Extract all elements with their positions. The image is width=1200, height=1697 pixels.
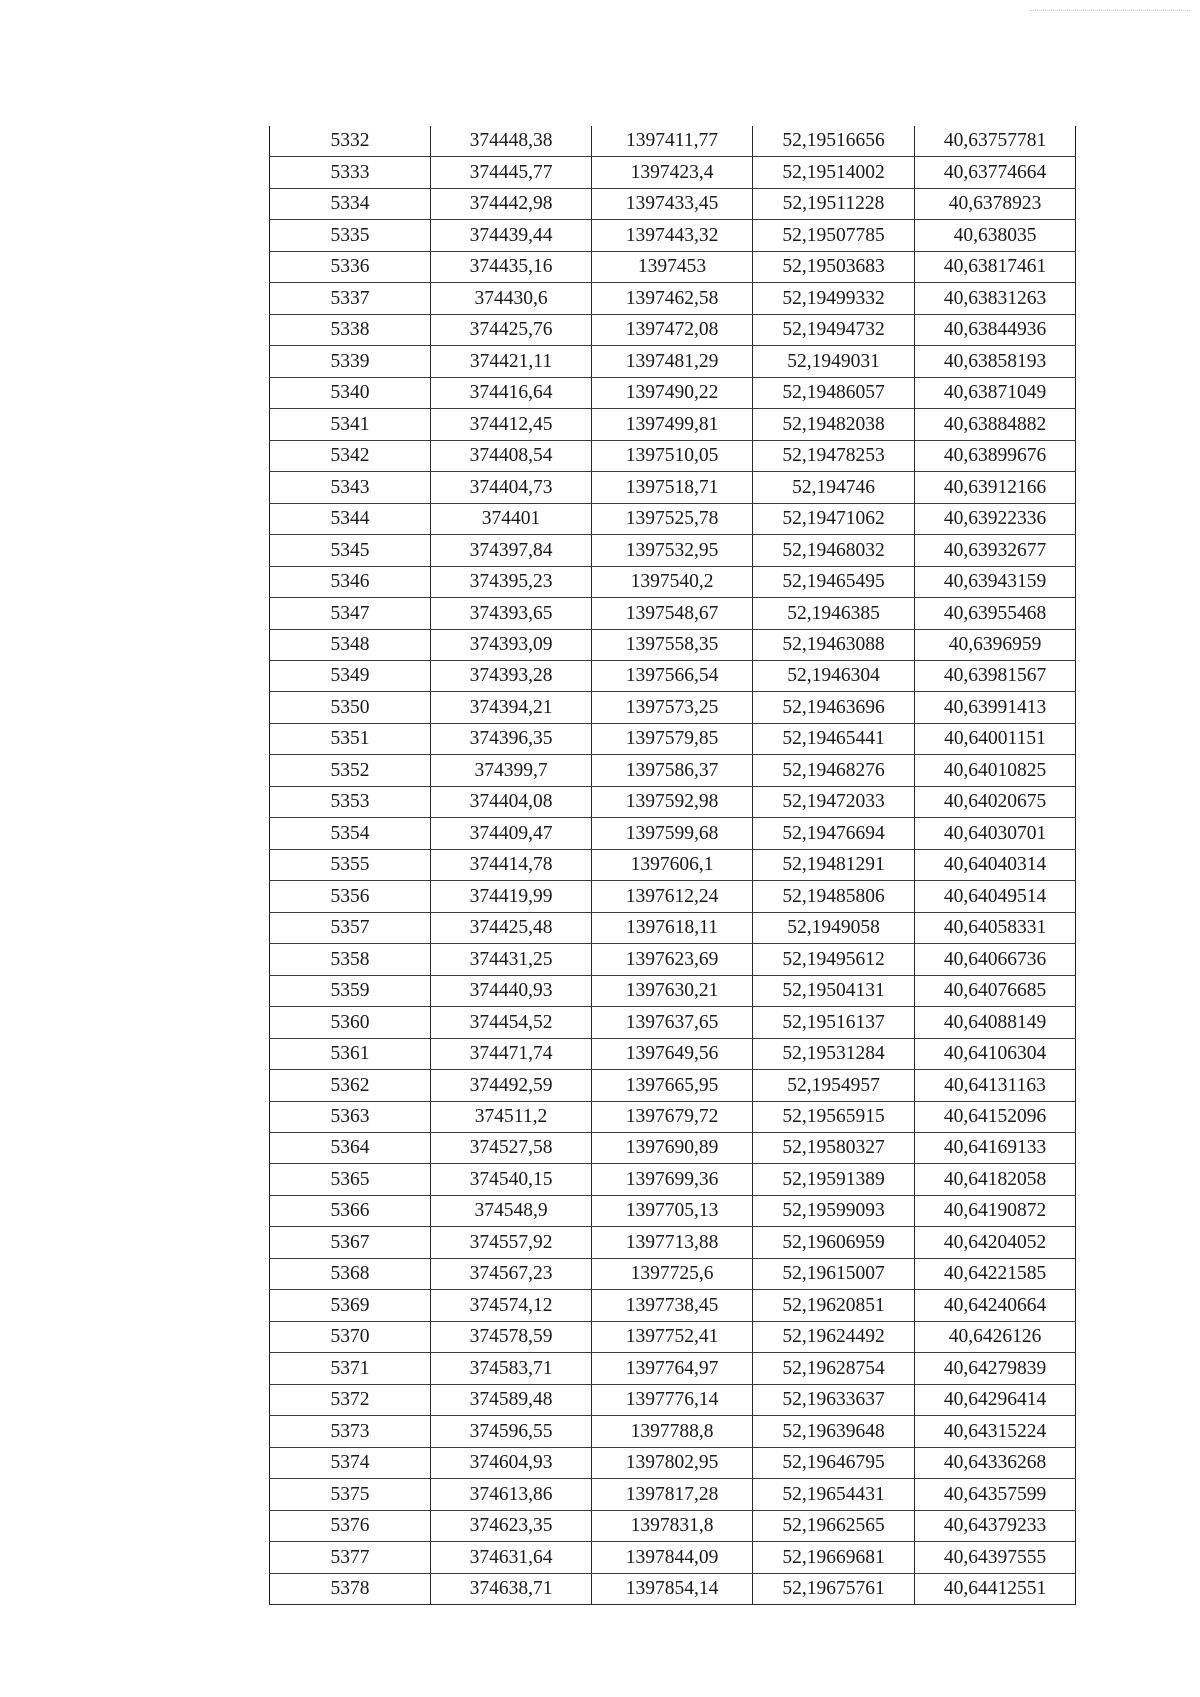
latitude-cell: 52,19615007 [753, 1258, 915, 1289]
table-row [270, 1038, 1076, 1069]
x-coordinate-cell: 374416,64 [431, 377, 592, 408]
table-row [270, 1479, 1076, 1510]
table-row [270, 188, 1076, 219]
x-coordinate-cell: 374414,78 [431, 849, 592, 880]
y-coordinate-cell: 1397802,95 [592, 1447, 753, 1478]
point-number-cell: 5337 [270, 283, 431, 314]
latitude-cell: 52,19471062 [753, 503, 915, 534]
latitude-cell: 52,19495612 [753, 944, 915, 975]
x-coordinate-cell: 374425,48 [431, 912, 592, 943]
y-coordinate-cell: 1397443,32 [592, 220, 753, 251]
point-number-cell: 5365 [270, 1164, 431, 1195]
x-coordinate-cell: 374596,55 [431, 1416, 592, 1447]
x-coordinate-cell: 374557,92 [431, 1227, 592, 1258]
table-row [270, 503, 1076, 534]
latitude-cell: 52,19482038 [753, 409, 915, 440]
x-coordinate-cell: 374574,12 [431, 1290, 592, 1321]
y-coordinate-cell: 1397586,37 [592, 755, 753, 786]
longitude-cell: 40,63932677 [915, 535, 1076, 566]
point-number-cell: 5371 [270, 1353, 431, 1384]
x-coordinate-cell: 374578,59 [431, 1321, 592, 1352]
latitude-cell: 52,19516137 [753, 1007, 915, 1038]
x-coordinate-cell: 374404,08 [431, 786, 592, 817]
point-number-cell: 5378 [270, 1573, 431, 1604]
table-row [270, 1227, 1076, 1258]
table-row [270, 723, 1076, 754]
longitude-cell: 40,64076685 [915, 975, 1076, 1006]
y-coordinate-cell: 1397665,95 [592, 1070, 753, 1101]
point-number-cell: 5340 [270, 377, 431, 408]
y-coordinate-cell: 1397831,8 [592, 1510, 753, 1541]
x-coordinate-cell: 374395,23 [431, 566, 592, 597]
latitude-cell: 52,19486057 [753, 377, 915, 408]
y-coordinate-cell: 1397844,09 [592, 1542, 753, 1573]
latitude-cell: 52,1949058 [753, 912, 915, 943]
y-coordinate-cell: 1397510,05 [592, 440, 753, 471]
coordinates-table-body [270, 126, 1076, 1605]
point-number-cell: 5369 [270, 1290, 431, 1321]
longitude-cell: 40,64066736 [915, 944, 1076, 975]
y-coordinate-cell: 1397423,4 [592, 157, 753, 188]
table-row [270, 220, 1076, 251]
table-row [270, 1007, 1076, 1038]
table-row [270, 1258, 1076, 1289]
x-coordinate-cell: 374454,52 [431, 1007, 592, 1038]
point-number-cell: 5352 [270, 755, 431, 786]
table-row [270, 692, 1076, 723]
latitude-cell: 52,19646795 [753, 1447, 915, 1478]
point-number-cell: 5341 [270, 409, 431, 440]
longitude-cell: 40,63899676 [915, 440, 1076, 471]
longitude-cell: 40,6426126 [915, 1321, 1076, 1352]
table-row [270, 944, 1076, 975]
y-coordinate-cell: 1397599,68 [592, 818, 753, 849]
table-row [270, 440, 1076, 471]
latitude-cell: 52,19499332 [753, 283, 915, 314]
x-coordinate-cell: 374492,59 [431, 1070, 592, 1101]
latitude-cell: 52,19463088 [753, 629, 915, 660]
point-number-cell: 5348 [270, 629, 431, 660]
longitude-cell: 40,64279839 [915, 1353, 1076, 1384]
latitude-cell: 52,19503683 [753, 251, 915, 282]
table-row [270, 660, 1076, 691]
point-number-cell: 5356 [270, 881, 431, 912]
latitude-cell: 52,19599093 [753, 1195, 915, 1226]
latitude-cell: 52,19468032 [753, 535, 915, 566]
point-number-cell: 5344 [270, 503, 431, 534]
point-number-cell: 5347 [270, 598, 431, 629]
point-number-cell: 5377 [270, 1542, 431, 1573]
longitude-cell: 40,64240664 [915, 1290, 1076, 1321]
longitude-cell: 40,64182058 [915, 1164, 1076, 1195]
longitude-cell: 40,63774664 [915, 157, 1076, 188]
x-coordinate-cell: 374631,64 [431, 1542, 592, 1573]
latitude-cell: 52,19476694 [753, 818, 915, 849]
table-row [270, 1416, 1076, 1447]
latitude-cell: 52,19662565 [753, 1510, 915, 1541]
latitude-cell: 52,19675761 [753, 1573, 915, 1604]
latitude-cell: 52,19465495 [753, 566, 915, 597]
latitude-cell: 52,19472033 [753, 786, 915, 817]
latitude-cell: 52,1946385 [753, 598, 915, 629]
x-coordinate-cell: 374604,93 [431, 1447, 592, 1478]
table-row [270, 377, 1076, 408]
x-coordinate-cell: 374527,58 [431, 1133, 592, 1164]
table-row [270, 1070, 1076, 1101]
latitude-cell: 52,19514002 [753, 157, 915, 188]
x-coordinate-cell: 374583,71 [431, 1353, 592, 1384]
latitude-cell: 52,19531284 [753, 1038, 915, 1069]
y-coordinate-cell: 1397612,24 [592, 881, 753, 912]
x-coordinate-cell: 374397,84 [431, 535, 592, 566]
point-number-cell: 5338 [270, 314, 431, 345]
longitude-cell: 40,64379233 [915, 1510, 1076, 1541]
x-coordinate-cell: 374401 [431, 503, 592, 534]
y-coordinate-cell: 1397606,1 [592, 849, 753, 880]
point-number-cell: 5360 [270, 1007, 431, 1038]
longitude-cell: 40,64049514 [915, 881, 1076, 912]
point-number-cell: 5367 [270, 1227, 431, 1258]
table-row [270, 472, 1076, 503]
table-row [270, 1133, 1076, 1164]
latitude-cell: 52,1954957 [753, 1070, 915, 1101]
longitude-cell: 40,64088149 [915, 1007, 1076, 1038]
y-coordinate-cell: 1397573,25 [592, 692, 753, 723]
point-number-cell: 5332 [270, 126, 431, 157]
latitude-cell: 52,19468276 [753, 755, 915, 786]
longitude-cell: 40,64315224 [915, 1416, 1076, 1447]
longitude-cell: 40,64190872 [915, 1195, 1076, 1226]
y-coordinate-cell: 1397713,88 [592, 1227, 753, 1258]
point-number-cell: 5359 [270, 975, 431, 1006]
latitude-cell: 52,19633637 [753, 1384, 915, 1415]
latitude-cell: 52,19639648 [753, 1416, 915, 1447]
y-coordinate-cell: 1397472,08 [592, 314, 753, 345]
y-coordinate-cell: 1397490,22 [592, 377, 753, 408]
longitude-cell: 40,64010825 [915, 755, 1076, 786]
longitude-cell: 40,63831263 [915, 283, 1076, 314]
x-coordinate-cell: 374431,25 [431, 944, 592, 975]
y-coordinate-cell: 1397623,69 [592, 944, 753, 975]
y-coordinate-cell: 1397566,54 [592, 660, 753, 691]
y-coordinate-cell: 1397752,41 [592, 1321, 753, 1352]
longitude-cell: 40,64296414 [915, 1384, 1076, 1415]
x-coordinate-cell: 374439,44 [431, 220, 592, 251]
latitude-cell: 52,19516656 [753, 126, 915, 157]
longitude-cell: 40,6378923 [915, 188, 1076, 219]
y-coordinate-cell: 1397817,28 [592, 1479, 753, 1510]
x-coordinate-cell: 374540,15 [431, 1164, 592, 1195]
x-coordinate-cell: 374442,98 [431, 188, 592, 219]
table-row [270, 786, 1076, 817]
y-coordinate-cell: 1397411,77 [592, 126, 753, 157]
latitude-cell: 52,19620851 [753, 1290, 915, 1321]
y-coordinate-cell: 1397579,85 [592, 723, 753, 754]
point-number-cell: 5372 [270, 1384, 431, 1415]
point-number-cell: 5353 [270, 786, 431, 817]
point-number-cell: 5349 [270, 660, 431, 691]
x-coordinate-cell: 374393,65 [431, 598, 592, 629]
table-row [270, 1164, 1076, 1195]
latitude-cell: 52,19669681 [753, 1542, 915, 1573]
table-row [270, 126, 1076, 157]
point-number-cell: 5343 [270, 472, 431, 503]
longitude-cell: 40,64221585 [915, 1258, 1076, 1289]
x-coordinate-cell: 374425,76 [431, 314, 592, 345]
x-coordinate-cell: 374396,35 [431, 723, 592, 754]
longitude-cell: 40,638035 [915, 220, 1076, 251]
y-coordinate-cell: 1397690,89 [592, 1133, 753, 1164]
table-row [270, 1384, 1076, 1415]
point-number-cell: 5350 [270, 692, 431, 723]
y-coordinate-cell: 1397699,36 [592, 1164, 753, 1195]
y-coordinate-cell: 1397525,78 [592, 503, 753, 534]
point-number-cell: 5339 [270, 346, 431, 377]
table-row [270, 566, 1076, 597]
x-coordinate-cell: 374394,21 [431, 692, 592, 723]
y-coordinate-cell: 1397618,11 [592, 912, 753, 943]
table-row [270, 283, 1076, 314]
table-row [270, 598, 1076, 629]
x-coordinate-cell: 374404,73 [431, 472, 592, 503]
y-coordinate-cell: 1397532,95 [592, 535, 753, 566]
point-number-cell: 5336 [270, 251, 431, 282]
y-coordinate-cell: 1397558,35 [592, 629, 753, 660]
coordinates-table [269, 126, 1076, 1605]
point-number-cell: 5346 [270, 566, 431, 597]
table-row [270, 346, 1076, 377]
x-coordinate-cell: 374430,6 [431, 283, 592, 314]
point-number-cell: 5354 [270, 818, 431, 849]
x-coordinate-cell: 374445,77 [431, 157, 592, 188]
x-coordinate-cell: 374638,71 [431, 1573, 592, 1604]
longitude-cell: 40,64412551 [915, 1573, 1076, 1604]
table-row [270, 1101, 1076, 1132]
y-coordinate-cell: 1397481,29 [592, 346, 753, 377]
longitude-cell: 40,64357599 [915, 1479, 1076, 1510]
x-coordinate-cell: 374412,45 [431, 409, 592, 440]
table-row [270, 535, 1076, 566]
longitude-cell: 40,6396959 [915, 629, 1076, 660]
point-number-cell: 5366 [270, 1195, 431, 1226]
x-coordinate-cell: 374511,2 [431, 1101, 592, 1132]
longitude-cell: 40,63884882 [915, 409, 1076, 440]
point-number-cell: 5370 [270, 1321, 431, 1352]
latitude-cell: 52,19628754 [753, 1353, 915, 1384]
y-coordinate-cell: 1397705,13 [592, 1195, 753, 1226]
point-number-cell: 5373 [270, 1416, 431, 1447]
table-row [270, 818, 1076, 849]
longitude-cell: 40,64204052 [915, 1227, 1076, 1258]
point-number-cell: 5358 [270, 944, 431, 975]
y-coordinate-cell: 1397637,65 [592, 1007, 753, 1038]
y-coordinate-cell: 1397649,56 [592, 1038, 753, 1069]
longitude-cell: 40,64106304 [915, 1038, 1076, 1069]
longitude-cell: 40,64001151 [915, 723, 1076, 754]
latitude-cell: 52,19485806 [753, 881, 915, 912]
latitude-cell: 52,19591389 [753, 1164, 915, 1195]
y-coordinate-cell: 1397776,14 [592, 1384, 753, 1415]
x-coordinate-cell: 374589,48 [431, 1384, 592, 1415]
latitude-cell: 52,1946304 [753, 660, 915, 691]
y-coordinate-cell: 1397518,71 [592, 472, 753, 503]
x-coordinate-cell: 374421,11 [431, 346, 592, 377]
table-row [270, 157, 1076, 188]
y-coordinate-cell: 1397548,67 [592, 598, 753, 629]
table-row [270, 1290, 1076, 1321]
x-coordinate-cell: 374409,47 [431, 818, 592, 849]
table-row [270, 1353, 1076, 1384]
latitude-cell: 52,19463696 [753, 692, 915, 723]
longitude-cell: 40,63991413 [915, 692, 1076, 723]
y-coordinate-cell: 1397462,58 [592, 283, 753, 314]
longitude-cell: 40,63871049 [915, 377, 1076, 408]
y-coordinate-cell: 1397854,14 [592, 1573, 753, 1604]
table-row [270, 1510, 1076, 1541]
table-row [270, 409, 1076, 440]
point-number-cell: 5342 [270, 440, 431, 471]
scan-edge-mark [1030, 10, 1190, 13]
longitude-cell: 40,64020675 [915, 786, 1076, 817]
y-coordinate-cell: 1397540,2 [592, 566, 753, 597]
x-coordinate-cell: 374471,74 [431, 1038, 592, 1069]
point-number-cell: 5335 [270, 220, 431, 251]
y-coordinate-cell: 1397764,97 [592, 1353, 753, 1384]
longitude-cell: 40,63858193 [915, 346, 1076, 377]
point-number-cell: 5355 [270, 849, 431, 880]
point-number-cell: 5357 [270, 912, 431, 943]
latitude-cell: 52,19465441 [753, 723, 915, 754]
table-row [270, 975, 1076, 1006]
longitude-cell: 40,64169133 [915, 1133, 1076, 1164]
y-coordinate-cell: 1397453 [592, 251, 753, 282]
longitude-cell: 40,64397555 [915, 1542, 1076, 1573]
point-number-cell: 5333 [270, 157, 431, 188]
y-coordinate-cell: 1397630,21 [592, 975, 753, 1006]
latitude-cell: 52,19481291 [753, 849, 915, 880]
longitude-cell: 40,63757781 [915, 126, 1076, 157]
point-number-cell: 5368 [270, 1258, 431, 1289]
y-coordinate-cell: 1397738,45 [592, 1290, 753, 1321]
point-number-cell: 5362 [270, 1070, 431, 1101]
point-number-cell: 5345 [270, 535, 431, 566]
table-row [270, 251, 1076, 282]
longitude-cell: 40,64040314 [915, 849, 1076, 880]
x-coordinate-cell: 374613,86 [431, 1479, 592, 1510]
longitude-cell: 40,63912166 [915, 472, 1076, 503]
y-coordinate-cell: 1397433,45 [592, 188, 753, 219]
point-number-cell: 5334 [270, 188, 431, 219]
y-coordinate-cell: 1397725,6 [592, 1258, 753, 1289]
x-coordinate-cell: 374399,7 [431, 755, 592, 786]
point-number-cell: 5351 [270, 723, 431, 754]
y-coordinate-cell: 1397679,72 [592, 1101, 753, 1132]
y-coordinate-cell: 1397499,81 [592, 409, 753, 440]
longitude-cell: 40,63955468 [915, 598, 1076, 629]
x-coordinate-cell: 374435,16 [431, 251, 592, 282]
point-number-cell: 5375 [270, 1479, 431, 1510]
longitude-cell: 40,63817461 [915, 251, 1076, 282]
latitude-cell: 52,19606959 [753, 1227, 915, 1258]
y-coordinate-cell: 1397788,8 [592, 1416, 753, 1447]
table-row [270, 1321, 1076, 1352]
table-row [270, 849, 1076, 880]
point-number-cell: 5376 [270, 1510, 431, 1541]
point-number-cell: 5374 [270, 1447, 431, 1478]
longitude-cell: 40,64336268 [915, 1447, 1076, 1478]
latitude-cell: 52,19511228 [753, 188, 915, 219]
x-coordinate-cell: 374548,9 [431, 1195, 592, 1226]
longitude-cell: 40,64058331 [915, 912, 1076, 943]
point-number-cell: 5364 [270, 1133, 431, 1164]
y-coordinate-cell: 1397592,98 [592, 786, 753, 817]
longitude-cell: 40,63922336 [915, 503, 1076, 534]
latitude-cell: 52,19504131 [753, 975, 915, 1006]
table-row [270, 912, 1076, 943]
table-row [270, 755, 1076, 786]
table-row [270, 1447, 1076, 1478]
table-row [270, 314, 1076, 345]
latitude-cell: 52,19580327 [753, 1133, 915, 1164]
table-row [270, 1573, 1076, 1604]
table-row [270, 1195, 1076, 1226]
latitude-cell: 52,1949031 [753, 346, 915, 377]
x-coordinate-cell: 374448,38 [431, 126, 592, 157]
latitude-cell: 52,19624492 [753, 1321, 915, 1352]
point-number-cell: 5361 [270, 1038, 431, 1069]
latitude-cell: 52,194746 [753, 472, 915, 503]
table-row [270, 1542, 1076, 1573]
x-coordinate-cell: 374393,09 [431, 629, 592, 660]
latitude-cell: 52,19478253 [753, 440, 915, 471]
longitude-cell: 40,64131163 [915, 1070, 1076, 1101]
x-coordinate-cell: 374567,23 [431, 1258, 592, 1289]
longitude-cell: 40,63981567 [915, 660, 1076, 691]
point-number-cell: 5363 [270, 1101, 431, 1132]
longitude-cell: 40,63844936 [915, 314, 1076, 345]
longitude-cell: 40,64152096 [915, 1101, 1076, 1132]
x-coordinate-cell: 374408,54 [431, 440, 592, 471]
table-row [270, 629, 1076, 660]
x-coordinate-cell: 374440,93 [431, 975, 592, 1006]
latitude-cell: 52,19654431 [753, 1479, 915, 1510]
table-row [270, 881, 1076, 912]
latitude-cell: 52,19565915 [753, 1101, 915, 1132]
latitude-cell: 52,19507785 [753, 220, 915, 251]
x-coordinate-cell: 374623,35 [431, 1510, 592, 1541]
x-coordinate-cell: 374393,28 [431, 660, 592, 691]
x-coordinate-cell: 374419,99 [431, 881, 592, 912]
longitude-cell: 40,64030701 [915, 818, 1076, 849]
longitude-cell: 40,63943159 [915, 566, 1076, 597]
latitude-cell: 52,19494732 [753, 314, 915, 345]
